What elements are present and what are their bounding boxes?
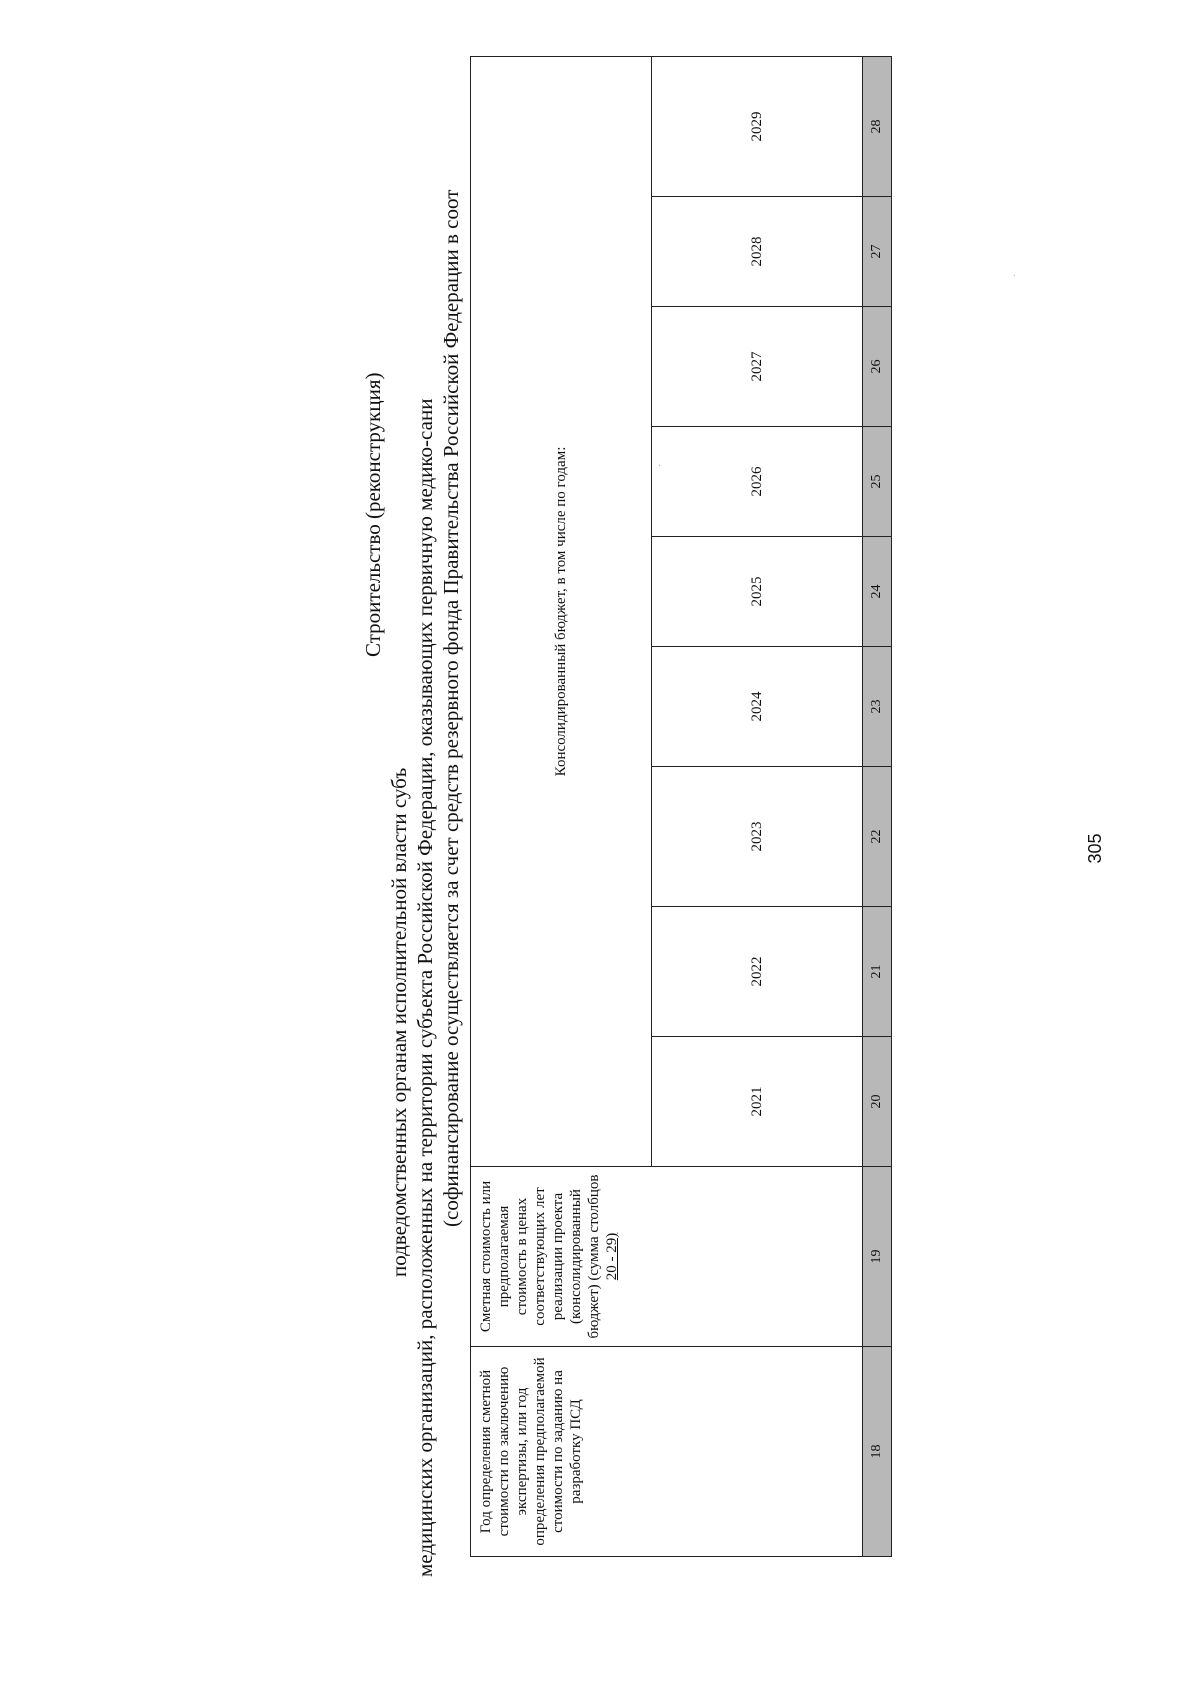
consolidated-budget-header: Консолидированный бюджет, в том числе по годам: (471, 56, 652, 1166)
column-number: 27 (863, 197, 892, 307)
document-title-line-4: (софинансирование осуществляется за счет средств резервного фонда Правительства Российской Федерации в соот (439, 189, 463, 1227)
column-number: 25 (863, 427, 892, 537)
col-19-header-ref: 20 - 29) (604, 1232, 620, 1281)
document-title-line-2: подведомственных органам исполнительной власти субъ (387, 767, 411, 1277)
page-number: 305 (1085, 833, 1105, 864)
year-cell: 2027 (652, 307, 863, 427)
col-19-header-text: Сметная стоимость или предполагаемая стоимость в ценах соответствующих лет реализации проекта (консолидированный бюджет) (сумма столбцов (478, 1174, 602, 1339)
column-number: 23 (863, 647, 892, 767)
column-number: 24 (863, 537, 892, 647)
year-cell: 2021 (652, 1037, 863, 1167)
col-18-header: Год определения сметной стоимости по заключению экспертизы, или год определения предполагаемой стоимости по заданию на разработку ПСД (471, 1347, 863, 1557)
document-title: Строительство (реконструкция) (361, 372, 385, 657)
year-cell: 2028 (652, 197, 863, 307)
column-numbers-row (863, 56, 892, 1556)
document-title-line-3: медицинских организаций, расположенных на территории субъекта Российской Федерации, оказывающих первичную медико-сани (413, 398, 437, 1577)
year-cell: 2023 (652, 767, 863, 907)
col-19-header (471, 1167, 863, 1347)
scan-speck: · (655, 463, 666, 467)
scan-speck: · (1010, 273, 1021, 277)
year-cell: 2029 (652, 56, 863, 196)
table-header-row (471, 56, 652, 1556)
column-number: 22 (863, 767, 892, 907)
column-number: 20 (863, 1037, 892, 1167)
column-number: 21 (863, 907, 892, 1037)
year-cell: 2026 (652, 427, 863, 537)
column-number: 19 (863, 1167, 892, 1347)
year-cell: 2024 (652, 647, 863, 767)
column-number: 26 (863, 307, 892, 427)
year-cell: 2022 (652, 907, 863, 1037)
column-number: 28 (863, 56, 892, 196)
column-number: 18 (863, 1347, 892, 1557)
year-cell: 2025 (652, 537, 863, 647)
budget-table (470, 56, 892, 1557)
